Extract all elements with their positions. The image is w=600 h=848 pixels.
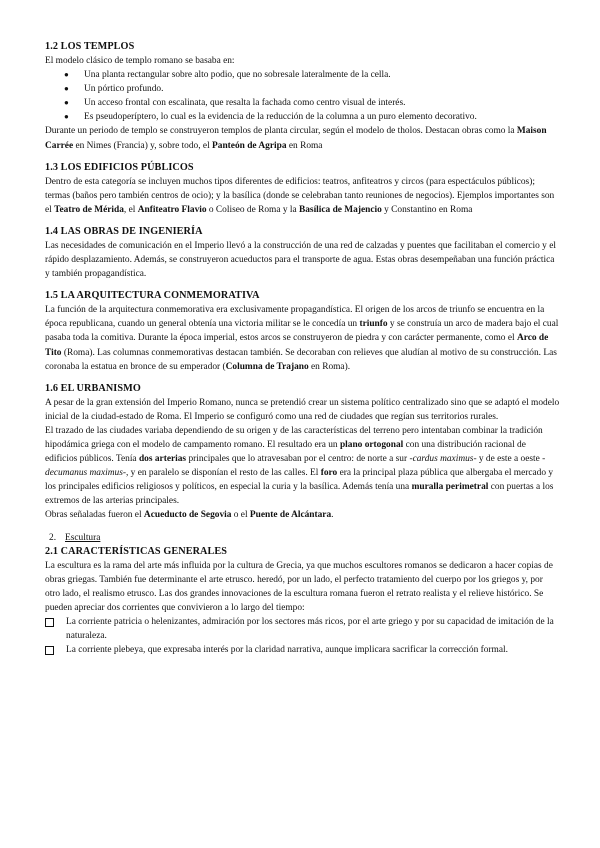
paragraph: La escultura es la rama del arte más influida por la cultura de Grecia, ya que muchos escultores romanos se dedicaron a hacer copias de obras griegas. También fue determinante el arte etrusco. heredó, por un lado, el perfecto tratamiento del cuerpo por los griegos y, por otro lado, el realismo etrusco. Las dos grandes innovaciones de la escultura romana fueron el retrato realista y el relieve histórico. Se pueden apreciar dos corrientes que convivieron a lo largo del tiempo: (45, 560, 553, 613)
paragraph: A pesar de la gran extensión del Imperio Romano, nunca se pretendió crear un sistema político centralizado sino que se adaptó el modelo inicial de la ciudad-estado de Roma. El Imperio se configuró como una red de ciudades que regían sus territorios rurales. (45, 397, 560, 422)
heading-number: 2. (49, 532, 57, 543)
heading-label: Escultura (65, 532, 101, 543)
paragraph: El modelo clásico de templo romano se basaba en: (45, 56, 235, 66)
bold-term: foro (320, 468, 338, 479)
section-urbanismo (45, 382, 560, 523)
section-heading: 2.1 CARACTERÍSTICAS GENERALES (45, 545, 228, 557)
checkbox-list (45, 615, 560, 657)
bold-term: Teatro de Mérida (54, 204, 124, 215)
checkbox-icon (45, 646, 54, 655)
list-item: ● Un pórtico profundo. (45, 82, 560, 96)
section-heading: 1.6 EL URBANISMO (45, 382, 141, 394)
paragraph: La función de la arquitectura conmemorativa era exclusivamente propagandística. El origen de los arcos de triunfo se encuentra en la época republicana, cuando un general obtenía una victoria militar se le concedía un triunfo y se construía un arco de madera bajo el cual pasaba toda la comitiva. Durante la época imperial, estos arcos se construyeron de piedra y con carácter permanente, como el Arco de Tito (Roma). Las columnas conmemorativas destacan también. Se decoraban con relieves que aludían al motivo de su construcción. Las coronaba la estatua en bronce de su emperador (Columna de Trajano en Roma). (45, 305, 559, 372)
bold-term: Columna de Trajano (225, 361, 309, 372)
bold-term: Arco de Tito (45, 333, 549, 358)
section-heading: 1.3 LOS EDIFICIOS PÚBLICOS (45, 161, 194, 173)
bold-term: Basílica de Majencio (298, 204, 382, 215)
list-item: ● Un acceso frontal con escalinata, que resalta la fachada como centro visual de interés. (45, 96, 560, 110)
bold-term: Puente de Alcántara (249, 510, 332, 521)
italic-term: decumanus maximus (45, 468, 123, 479)
document-page (45, 40, 560, 665)
checkbox-icon (45, 618, 54, 627)
paragraph: Las necesidades de comunicación en el Imperio llevó a la construcción de una red de calzadas y puentes que facilitaban el comercio y el rápido desplazamiento. Además, se construyeron acueductos para el transporte de agua. Estas obras desempeñaban una función práctica y también propagandística. (45, 240, 556, 280)
paragraph: Dentro de esta categoría se incluyen muchos tipos diferentes de edificios: teatros, anfiteatros y circos (para espectáculos públicos); termas (baños pero también centros de ocio); y la basílica (donde se celebraban tanto reuniones de negocios). Ejemplos importantes son el Teatro de Mérida, el Anfiteatro Flavio o Coliseo de Roma y la Basílica de Majencio y Constantino en Roma (45, 176, 555, 215)
bold-term: Acueducto de Segovia (143, 510, 232, 521)
section-ingenieria (45, 225, 560, 281)
section-templos (45, 40, 560, 153)
list-item: La corriente plebeya, que expresaba interés por la claridad narrativa, aunque implicara sacrificar la corrección formal. (45, 643, 560, 657)
numbered-heading (45, 531, 560, 545)
bold-term: triunfo (359, 319, 388, 330)
bold-term: plano ortogonal (339, 439, 404, 450)
section-heading: 1.5 LA ARQUITECTURA CONMEMORATIVA (45, 290, 260, 302)
section-edificios-publicos (45, 161, 560, 217)
bold-term: dos arterias (138, 454, 187, 465)
bold-term: Panteón de Agripa (212, 140, 287, 151)
bold-term: muralla perimetral (411, 482, 489, 493)
section-escultura (45, 545, 560, 658)
paragraph: Obras señaladas fueron el Acueducto de Segovia o el Puente de Alcántara. (45, 510, 334, 521)
list-item: ● Es pseudoperíptero, lo cual es la evidencia de la reducción de la columna a un puro elemento decorativo. (45, 110, 560, 124)
section-heading: 1.2 LOS TEMPLOS (45, 41, 135, 52)
list-item: La corriente patricia o helenizantes, admiración por los sectores más ricos, por el arte griego y por su capacidad de imitación de la naturaleza. (45, 615, 560, 643)
list-item: ● Una planta rectangular sobre alto podio, que no sobresale lateralmente de la cella. (45, 68, 560, 82)
paragraph: Durante un periodo de templo se construyeron templos de planta circular, según el modelo de tholos. Destacan obras como la Maison Carrée en Nimes (Francia) y, sobre todo, el Panteón de Agripa en Roma (45, 126, 547, 151)
bold-term: Maison Carrée (45, 126, 547, 151)
bullet-list (45, 68, 560, 124)
italic-term: cardus maximus (412, 454, 474, 465)
paragraph: El trazado de las ciudades variaba dependiendo de su origen y de las características del terreno pero intentaban combinar la tradición hipodámica griega con el modelo de campamento romano. El resultado era un plano ortogonal con una distribución racional de edificios públicos. Tenía dos arterias principales que lo atravesaban por el centro: de norte a sur -cardus maximus- y de este a oeste -decumanus maximus-, y en paralelo se disponían el resto de las calles. El foro era la principal plaza pública que albergaba el mercado y los principales edificios religiosos y políticos, en especial la curia y la basílica. Además tenía una muralla perimetral con puertas a los extremos de las arterias principales. (45, 425, 554, 507)
bold-term: Anfiteatro Flavio (137, 204, 207, 215)
section-heading: 1.4 LAS OBRAS DE INGENIERÍA (45, 225, 203, 237)
section-arquitectura-conmemorativa (45, 289, 560, 373)
